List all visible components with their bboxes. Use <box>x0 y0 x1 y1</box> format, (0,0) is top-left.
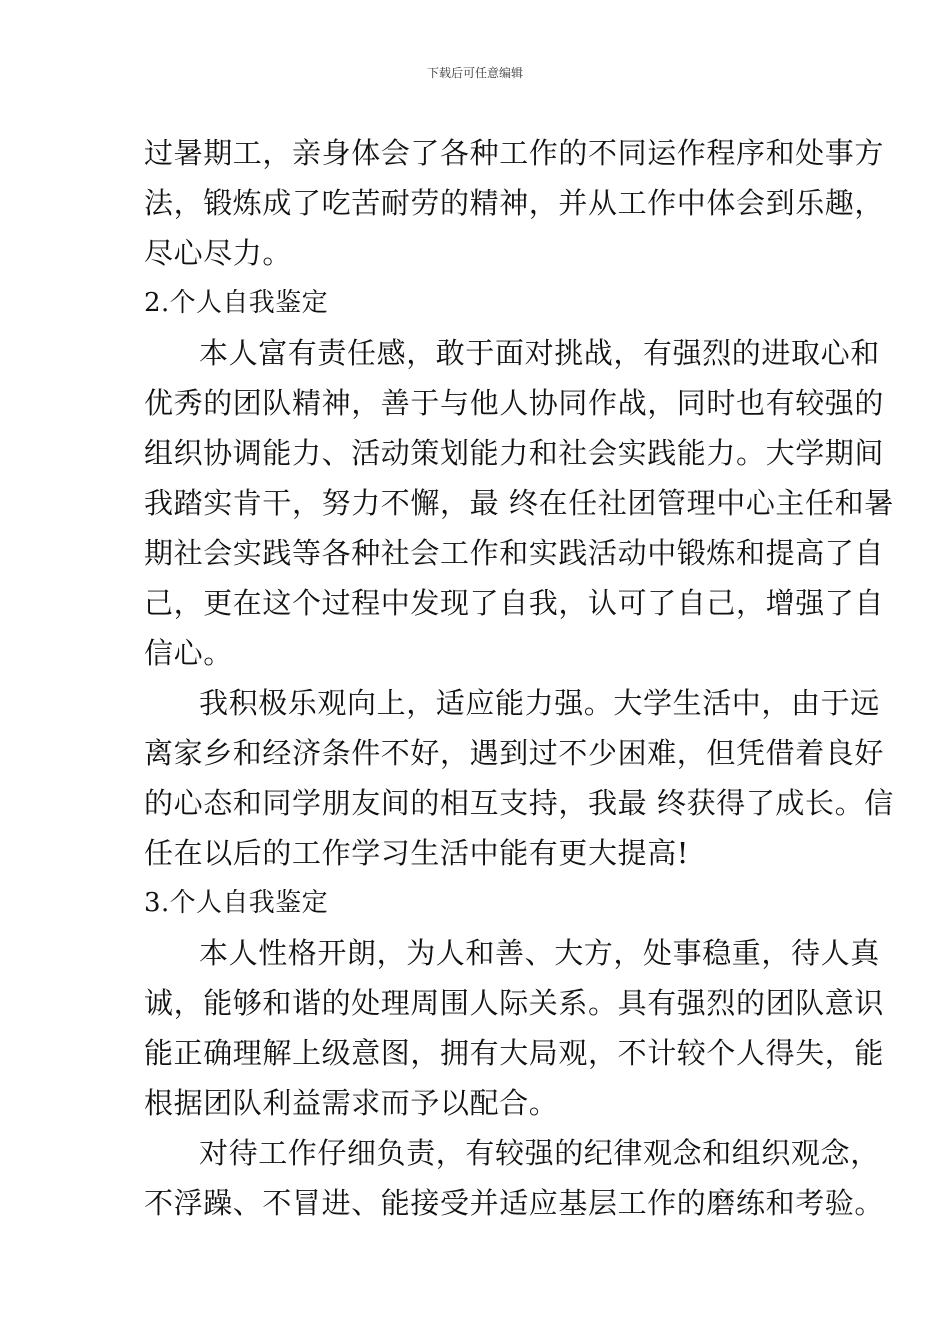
section-heading-2: 2.个人自我鉴定 <box>144 288 329 318</box>
text-line: 法，锻炼成了吃苦耐劳的精神，并从工作中体会到乐趣， <box>144 186 885 220</box>
section2-paragraph-1 <box>144 328 894 678</box>
text-line: 能正确理解上级意图，拥有大局观，不计较个人得失，能 <box>144 1036 885 1070</box>
text-line: 优秀的团队精神，善于与他人协同作战，同时也有较强的 <box>144 386 885 420</box>
text-line: 不浮躁、不冒进、能接受并适应基层工作的磨练和考验。 <box>144 1186 885 1220</box>
text-line: 根据团队利益需求而予以配合。 <box>144 1086 559 1120</box>
section3-paragraph-2 <box>144 1128 885 1228</box>
section3-paragraph-1 <box>144 928 885 1128</box>
text-line: 诚，能够和谐的处理周围人际关系。具有强烈的团队意识 <box>144 986 885 1020</box>
text-line: 我踏实肯干，努力不懈，最 终在任社团管理中心主任和暑 <box>144 486 894 520</box>
text-line: 过暑期工，亲身体会了各种工作的不同运作程序和处事方 <box>144 136 885 170</box>
page-header: 下载后可任意编辑 <box>426 66 523 80</box>
text-line: 本人富有责任感，敢于面对挑战，有强烈的进取心和 <box>199 336 880 370</box>
text-line: 离家乡和经济条件不好，遇到过不少困难，但凭借着良好 <box>144 736 885 770</box>
section2-paragraph-2 <box>144 678 894 878</box>
section-heading-3: 3.个人自我鉴定 <box>144 888 329 918</box>
text-line: 尽心尽力。 <box>144 236 293 270</box>
document-body <box>144 128 894 1228</box>
text-line: 信心。 <box>144 636 233 670</box>
text-line: 本人性格开朗，为人和善、大方，处事稳重，待人真 <box>199 936 880 970</box>
text-line: 我积极乐观向上，适应能力强。大学生活中，由于远 <box>199 686 880 720</box>
text-line: 任在以后的工作学习生活中能有更大提高! <box>144 836 690 870</box>
text-line: 期社会实践等各种社会工作和实践活动中锻炼和提高了自 <box>144 536 885 570</box>
text-line: 的心态和同学朋友间的相互支持，我最 终获得了成长。信 <box>144 786 894 820</box>
text-line: 己，更在这个过程中发现了自我，认可了自己，增强了自 <box>144 586 885 620</box>
text-line: 对待工作仔细负责，有较强的纪律观念和组织观念， <box>199 1136 880 1170</box>
text-line: 组织协调能力、活动策划能力和社会实践能力。大学期间 <box>144 436 885 470</box>
intro-paragraph <box>144 128 885 278</box>
